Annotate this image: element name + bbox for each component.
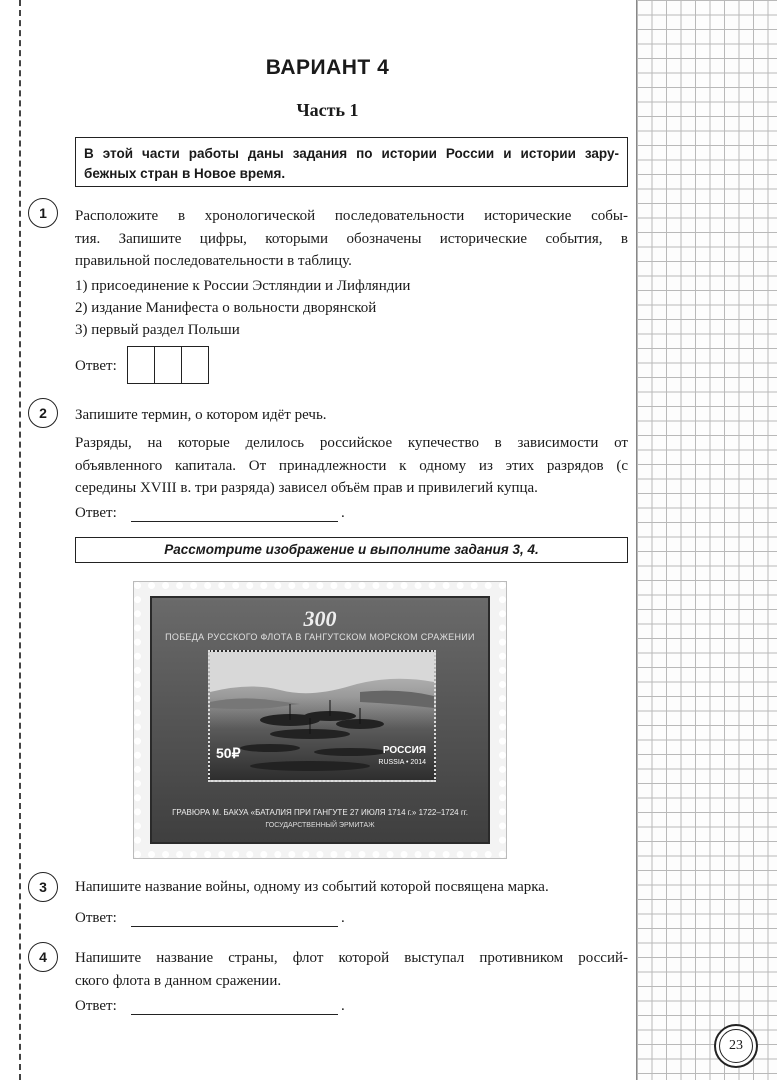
question-4-text: [75, 947, 628, 992]
answer-label: Ответ:: [75, 910, 117, 926]
stamp-country: РОССИЯ: [382, 745, 426, 756]
intro-line: бежных стран в Новое время.: [84, 166, 286, 181]
question-number-3: 3: [28, 872, 58, 902]
option-2: 2) издание Манифеста о вольности дворянской: [75, 300, 377, 316]
question-number-4: 4: [28, 942, 58, 972]
option-1: 1) присоединение к России Эстляндии и Лифляндии: [75, 278, 411, 294]
intro-box: [75, 137, 628, 187]
text-line: середины XVIII в. три разряда) зависел объём прав и привилегий купца.: [75, 480, 538, 496]
answer-label: Ответ:: [75, 358, 117, 374]
stamp-caption-museum: ГОСУДАРСТВЕННЫЙ ЭРМИТАЖ: [265, 822, 375, 829]
text-line: объявленного капитала. От принадлежности к одному из этих разрядов (с: [75, 457, 628, 474]
question-1-text: [75, 205, 628, 273]
question-number-1: 1: [28, 198, 58, 228]
text-line: тия. Запишите цифры, которыми обозначены исторические события, в: [75, 230, 628, 247]
period: .: [341, 998, 345, 1014]
text-line: Расположите в хронологической последовательности исторические собы-: [75, 208, 628, 224]
text-line: ского флота в данном сражении.: [75, 972, 282, 989]
period: .: [341, 910, 345, 926]
stamp-caption: ГРАВЮРА М. БАКУА «БАТАЛИЯ ПРИ ГАНГУТЕ 27 ИЮЛЯ 1714 г.» 1722–1724 гг.: [172, 808, 468, 817]
question-number-2: 2: [28, 398, 58, 428]
intro-line: В этой части работы даны задания по истории России и истории зару-: [84, 146, 619, 161]
text-line: Разряды, на которые делилось российское купечество в зависимости от: [75, 435, 628, 451]
cut-line: [19, 0, 21, 1080]
postage-stamp-image: [134, 582, 506, 858]
question-2-prompt: Запишите термин, о котором идёт речь.: [75, 407, 327, 423]
answer-label: Ответ:: [75, 505, 117, 521]
stamp-body: [150, 596, 490, 844]
stamp-anniversary: 300: [303, 606, 337, 631]
answer-label: Ответ:: [75, 998, 117, 1014]
answer-line[interactable]: [131, 926, 338, 927]
part-title: Часть 1: [296, 100, 359, 120]
stamp-value: 50₽: [216, 745, 241, 761]
answer-cells[interactable]: [128, 346, 209, 384]
text-line: Напишите название страны, флот которой выступал противником россий-: [75, 950, 628, 966]
variant-title: ВАРИАНТ 4: [265, 56, 390, 79]
answer-cell[interactable]: [127, 346, 155, 384]
stamp-country-sub: RUSSIA • 2014: [378, 759, 426, 766]
answer-cell[interactable]: [181, 346, 209, 384]
stamp-header: ПОБЕДА РУССКОГО ФЛОТА В ГАНГУТСКОМ МОРСКОМ СРАЖЕНИИ: [165, 632, 475, 642]
text-line: правильной последовательности в таблицу.: [75, 253, 352, 269]
page-number: 23: [714, 1024, 758, 1068]
period: .: [341, 505, 345, 521]
stamp-engraving: [208, 650, 436, 782]
instruction-box: Рассмотрите изображение и выполните задания 3, 4.: [75, 537, 628, 563]
answer-line[interactable]: [131, 521, 338, 522]
question-3-prompt: Напишите название войны, одному из событий которой посвящена марка.: [75, 879, 549, 895]
grid-margin: [636, 0, 777, 1080]
answer-cell[interactable]: [154, 346, 182, 384]
answer-line[interactable]: [131, 1014, 338, 1015]
question-2-text: [75, 432, 628, 500]
option-3: 3) первый раздел Польши: [75, 322, 240, 338]
